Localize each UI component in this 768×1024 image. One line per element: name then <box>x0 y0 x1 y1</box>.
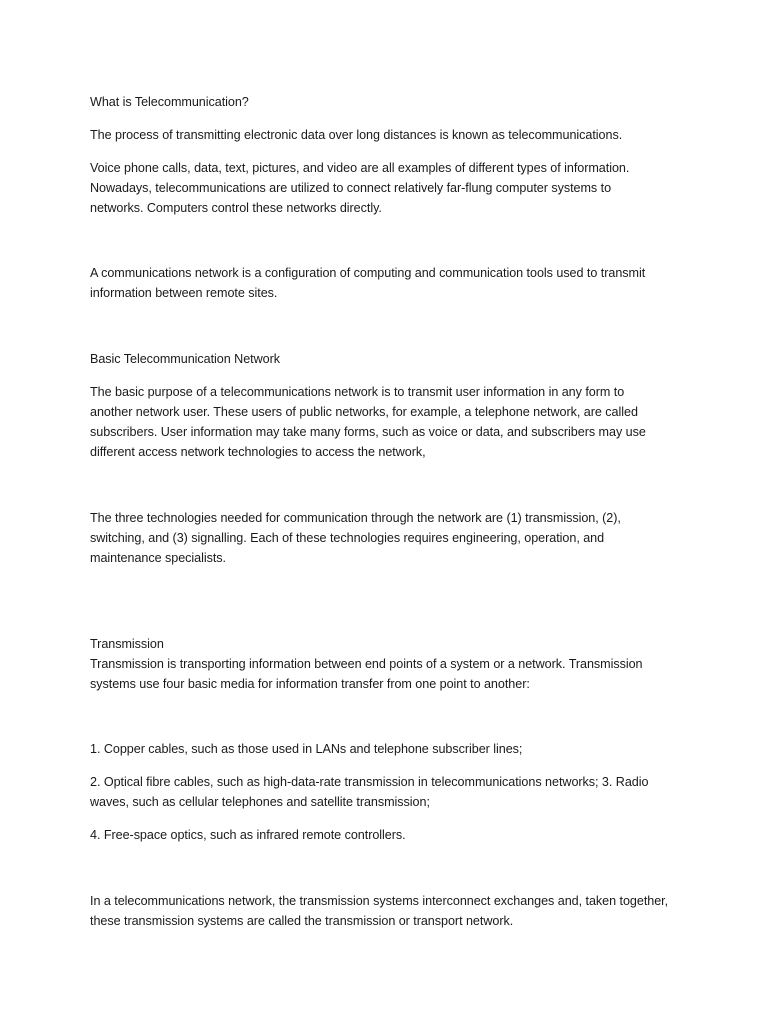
list-item-copper-cables: 1. Copper cables, such as those used in LANs and telephone subscriber lines; <box>90 742 523 756</box>
heading-transmission: Transmission <box>90 637 164 651</box>
paragraph-information-types: Voice phone calls, data, text, pictures, and video are all examples of different types of information. Nowadays, telecommunications are utilized to connect relatively far-flung computer systems to networks. Computers control these networks directly. <box>90 161 630 215</box>
paragraph-three-technologies: The three technologies needed for communication through the network are (1) transmission, (2), switching, and (3) signalling. Each of these technologies requires engineering, operation, and maintenance specialists. <box>90 511 621 565</box>
list-item-free-space-optics: 4. Free-space optics, such as infrared remote controllers. <box>90 828 406 842</box>
paragraph-basic-purpose: The basic purpose of a telecommunications network is to transmit user information in any form to another network user. These users of public networks, for example, a telephone network, are called subscribers. User information may take many forms, such as voice or data, and subscribers may use different access network technologies to access the network, <box>90 385 646 459</box>
paragraph-communications-network: A communications network is a configuration of computing and communication tools used to transmit information between remote sites. <box>90 266 646 300</box>
heading-what-is-telecommunication: What is Telecommunication? <box>90 95 249 109</box>
paragraph-definition: The process of transmitting electronic data over long distances is known as telecommunications. <box>90 128 623 142</box>
paragraph-transmission: Transmission is transporting information between end points of a system or a network. Transmission systems use four basic media for information transfer from one point to another: <box>90 657 643 691</box>
paragraph-transport-network: In a telecommunications network, the transmission systems interconnect exchanges and, taken together, these transmission systems are called the transmission or transport network. <box>90 894 669 928</box>
list-item-optical-radio: 2. Optical fibre cables, such as high-data-rate transmission in telecommunications networks; 3. Radio waves, such as cellular telephones and satellite transmission; <box>90 775 649 809</box>
heading-basic-telecommunication-network: Basic Telecommunication Network <box>90 352 281 366</box>
